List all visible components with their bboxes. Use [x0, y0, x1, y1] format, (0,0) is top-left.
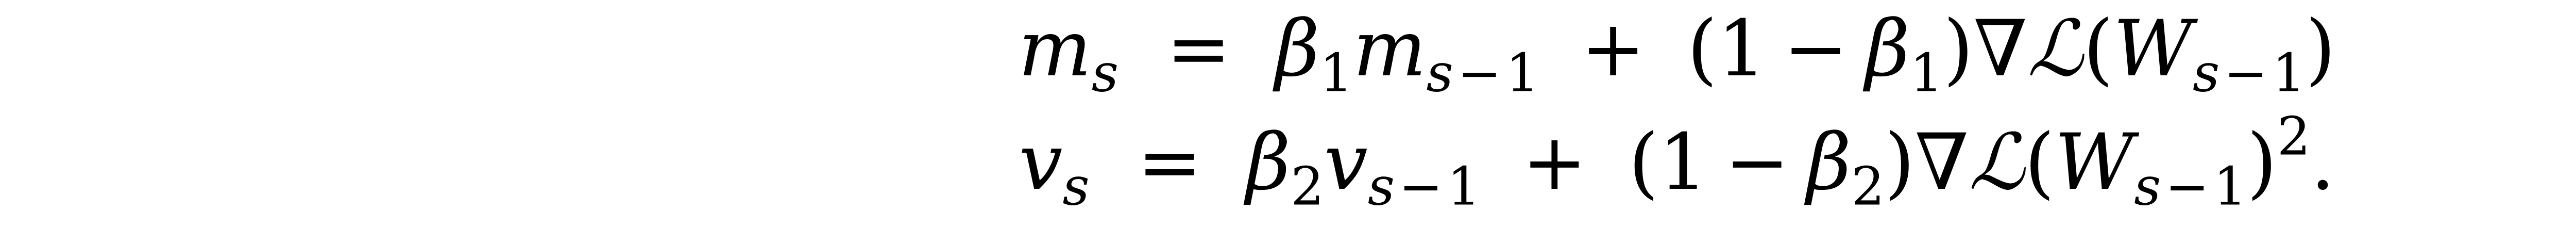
weight-variable: W [2054, 118, 2134, 207]
lhs-variable: v [1019, 118, 1063, 207]
close-paren: ) [1943, 4, 1974, 94]
nabla-symbol: ∇ [1914, 118, 1969, 207]
loss-symbol: ℒ [1969, 118, 2025, 207]
beta-inner-subscript: 1 [1910, 42, 1943, 104]
weight-sub-s: s [2134, 156, 2161, 218]
weight-sub-minus: − [2224, 42, 2268, 104]
previous-term-sub-one: 1 [1505, 42, 1539, 104]
weight-sub-s: s [2192, 42, 2220, 104]
beta-symbol-inner: β [1865, 4, 1910, 94]
loss-open-paren: ( [2083, 4, 2113, 94]
previous-term-variable: v [1324, 118, 1368, 207]
equals-sign: = [1137, 118, 1202, 207]
equation-first-moment-content [1018, 4, 2336, 104]
loss-close-paren: ) [2247, 118, 2277, 207]
weight-sub-one: 1 [2213, 156, 2247, 218]
previous-term-variable: m [1353, 4, 1427, 94]
loss-open-paren: ( [2024, 118, 2055, 207]
equation-second-moment-content [1019, 106, 2335, 218]
beta-inner-subscript: 2 [1851, 156, 1885, 218]
power-superscript: 2 [2277, 106, 2311, 168]
open-paren: ( [1628, 118, 1659, 207]
minus-sign: − [1724, 118, 1790, 207]
weight-variable: W [2113, 4, 2193, 94]
loss-close-paren: ) [2306, 4, 2336, 94]
lhs-subscript: s [1062, 156, 1090, 218]
previous-term-sub-s: s [1367, 156, 1395, 218]
beta-symbol-inner: β [1806, 118, 1852, 207]
beta-symbol: β [1246, 118, 1291, 207]
nabla-symbol: ∇ [1973, 4, 2028, 94]
beta-symbol: β [1275, 4, 1320, 94]
equation-second-moment [0, 106, 2576, 218]
lhs-variable: m [1018, 4, 1092, 94]
previous-term-sub-minus: − [1399, 156, 1443, 218]
plus-sign: + [1522, 118, 1587, 207]
loss-symbol: ℒ [2027, 4, 2083, 94]
equation-first-moment [0, 4, 2576, 104]
equals-sign: = [1166, 4, 1231, 94]
lhs-subscript: s [1091, 42, 1119, 104]
open-paren: ( [1687, 4, 1718, 94]
beta-subscript: 2 [1291, 156, 1324, 218]
trailing-period: . [2310, 118, 2335, 207]
previous-term-sub-s: s [1426, 42, 1453, 104]
weight-sub-minus: − [2165, 156, 2210, 218]
one: 1 [1658, 118, 1708, 207]
minus-sign: − [1783, 4, 1849, 94]
weight-sub-one: 1 [2272, 42, 2306, 104]
plus-sign: + [1581, 4, 1646, 94]
previous-term-sub-minus: − [1458, 42, 1502, 104]
previous-term-sub-one: 1 [1447, 156, 1481, 218]
beta-subscript: 1 [1319, 42, 1353, 104]
close-paren: ) [1885, 118, 1915, 207]
one: 1 [1717, 4, 1767, 94]
